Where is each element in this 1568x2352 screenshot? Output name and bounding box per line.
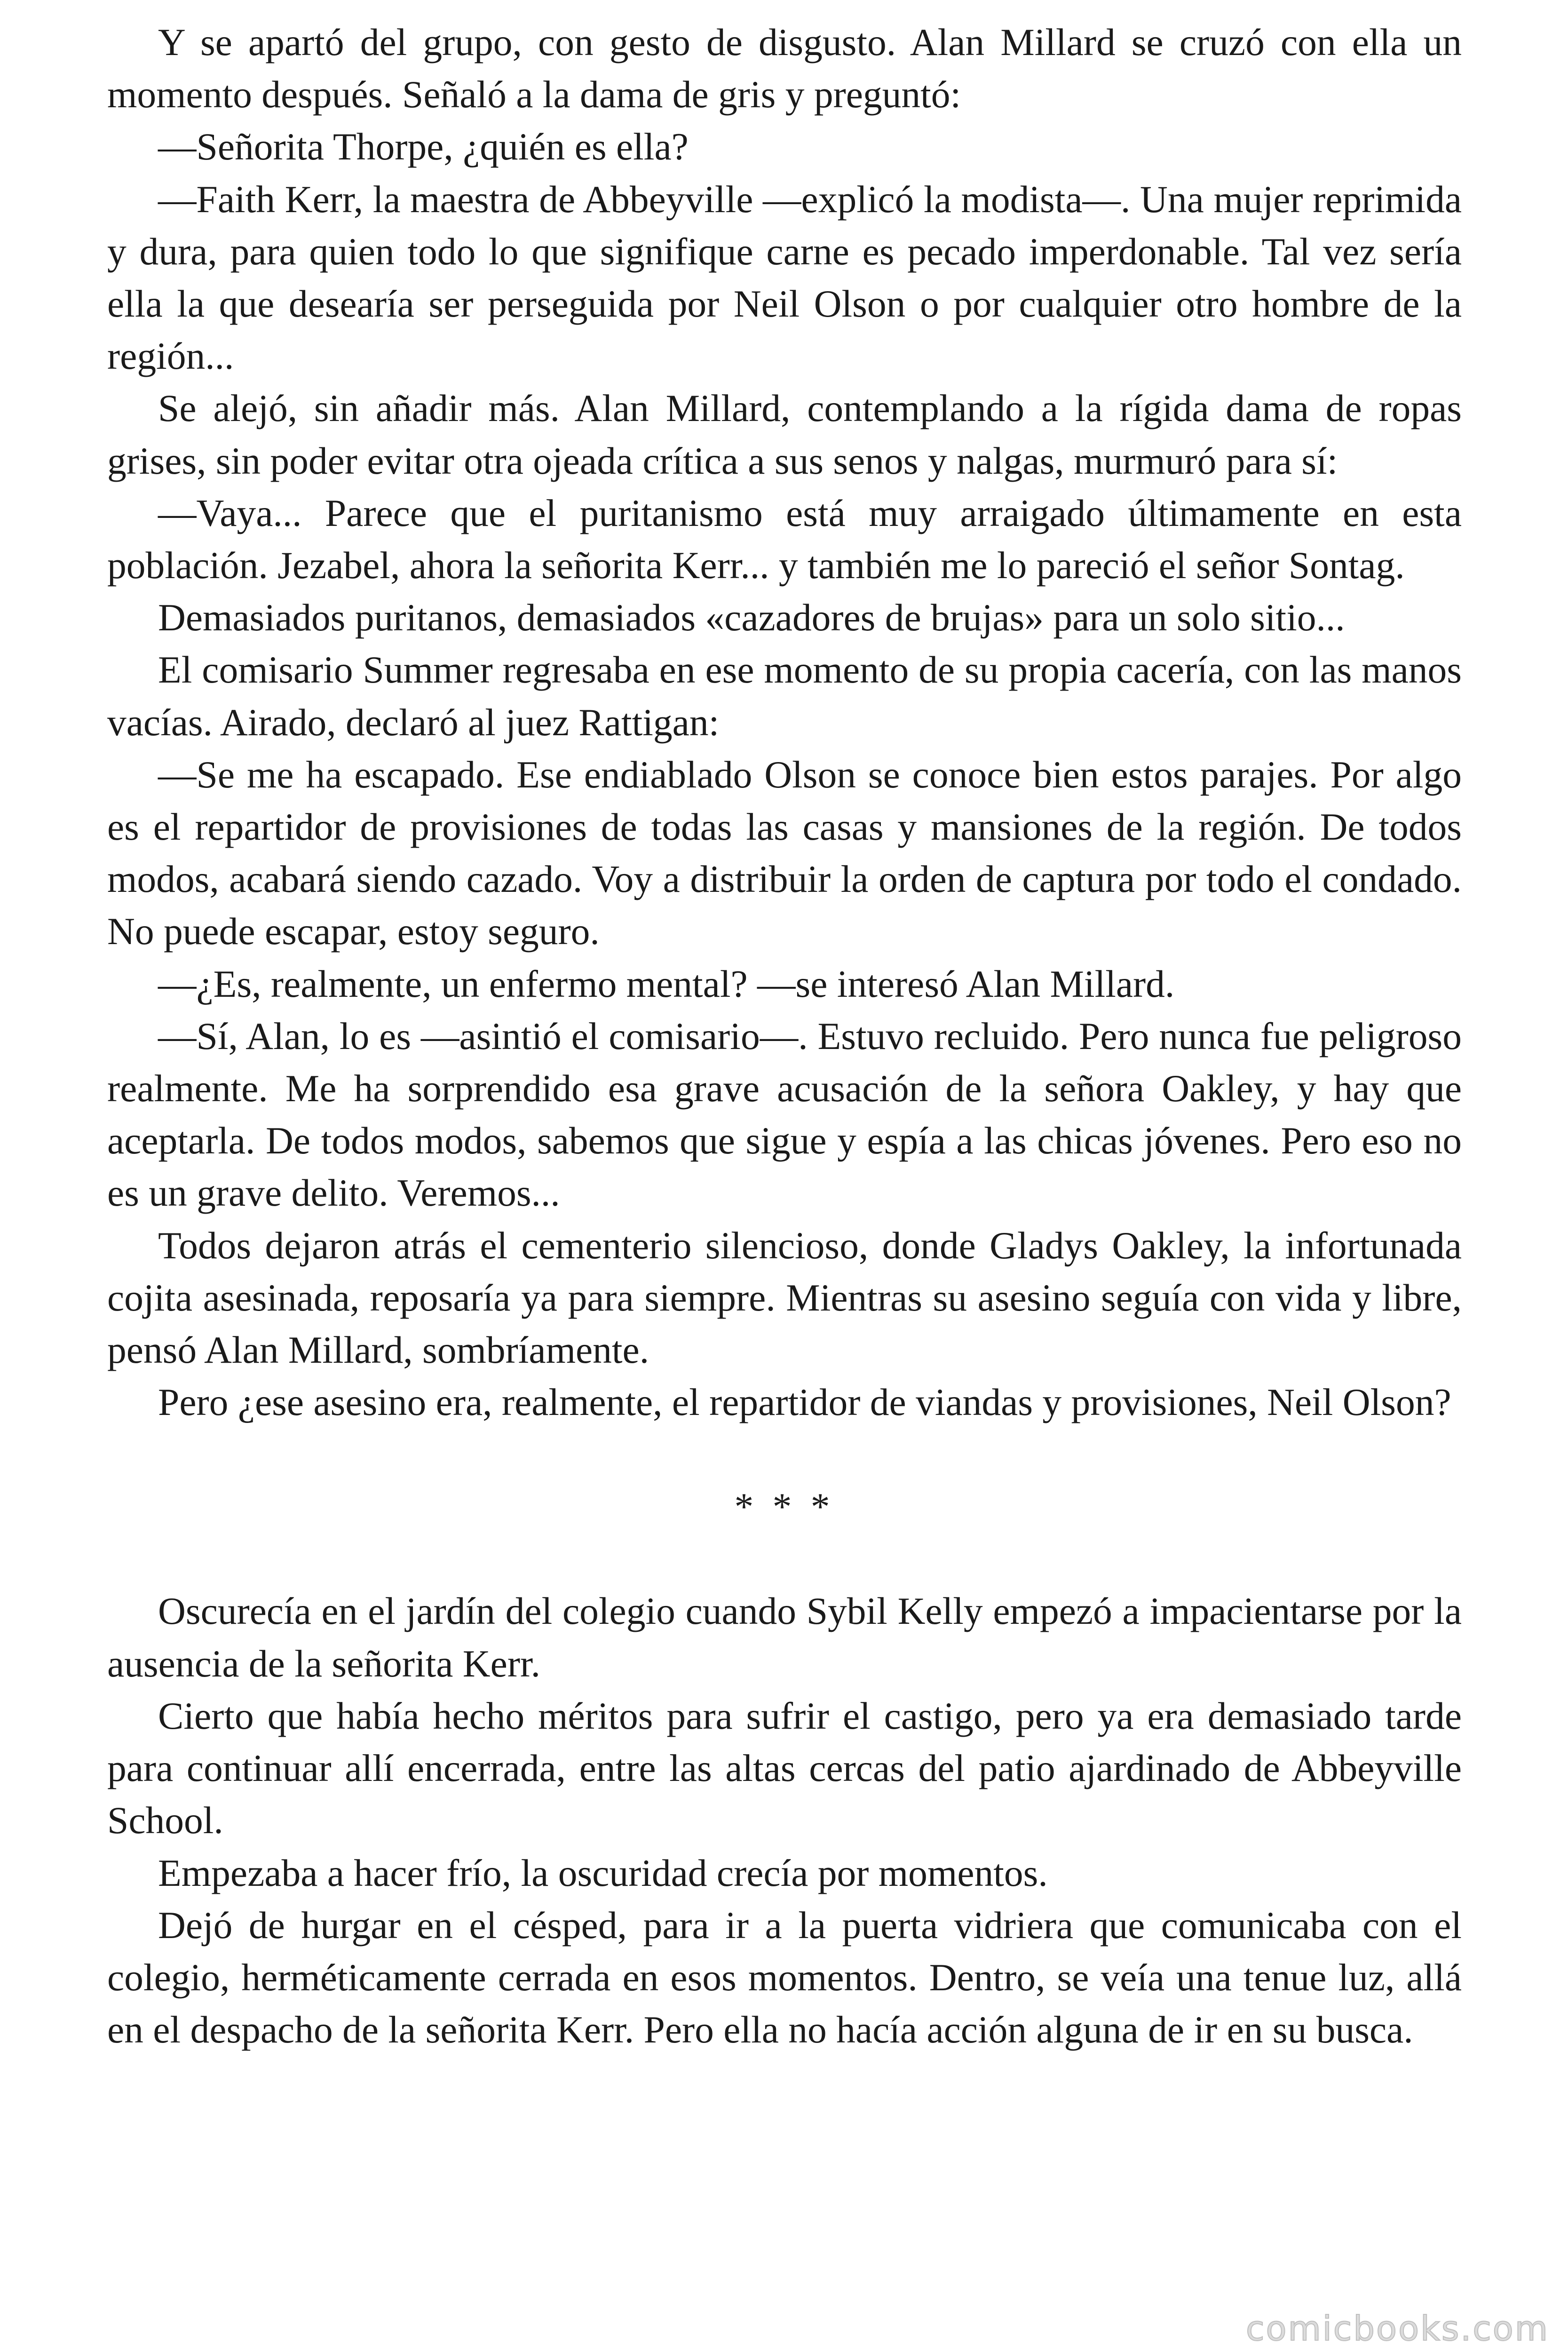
- paragraph: Todos dejaron atrás el cementerio silencioso, donde Gladys Oakley, la infortunada cojita asesinada, reposaría ya para siempre. Mientras su asesino seguía con vida y libre, pensó Alan Millard, sombríamente.: [107, 1224, 1462, 1372]
- paragraph: Oscurecía en el jardín del colegio cuando Sybil Kelly empezó a impacientarse por la ausencia de la señorita Kerr.: [107, 1589, 1462, 1685]
- paragraph: Demasiados puritanos, demasiados «cazadores de brujas» para un solo sitio...: [158, 596, 1345, 639]
- paragraph: —Vaya... Parece que el puritanismo está muy arraigado últimamente en esta población. Jezabel, ahora la señorita Kerr... y también me lo pareció el señor Sontag.: [107, 491, 1462, 587]
- paragraph: —Se me ha escapado. Ese endiablado Olson se conoce bien estos parajes. Por algo es el repartidor de provisiones de todas las casas y mansiones de la región. De todos modos, acabará siendo cazado. Voy a distribuir la orden de captura por todo el condado. No puede escapar, estoy seguro.: [107, 753, 1462, 953]
- section-break: * * *: [734, 1485, 835, 1528]
- paragraph: —¿Es, realmente, un enfermo mental? —se interesó Alan Millard.: [158, 962, 1175, 1005]
- paragraph: Pero ¿ese asesino era, realmente, el repartidor de viandas y provisiones, Neil Olson?: [158, 1381, 1451, 1424]
- paragraph: —Señorita Thorpe, ¿quién es ella?: [158, 125, 689, 168]
- paragraph: —Sí, Alan, lo es —asintió el comisario—. Estuvo recluido. Pero nunca fue peligroso realmente. Me ha sorprendido esa grave acusación de la señora Oakley, y hay que aceptarla. De todos modos, sabemos que sigue y espía a las chicas jóvenes. Pero eso no es un grave delito. Veremos...: [107, 1014, 1462, 1215]
- paragraph: El comisario Summer regresaba en ese momento de su propia cacería, con las manos vacías. Airado, declaró al juez Rattigan:: [107, 648, 1462, 744]
- page-text: [107, 16, 1462, 2056]
- paragraph: Cierto que había hecho méritos para sufrir el castigo, pero ya era demasiado tarde para continuar allí encerrada, entre las altas cercas del patio ajardinado de Abbeyville School.: [107, 1694, 1462, 1842]
- paragraph: Empezaba a hacer frío, la oscuridad crecía por momentos.: [158, 1851, 1048, 1894]
- paragraph: Dejó de hurgar en el césped, para ir a la puerta vidriera que comunicaba con el colegio, herméticamente cerrada en esos momentos. Dentro, se veía una tenue luz, allá en el despacho de la señorita Kerr. Pero ella no hacía acción alguna de ir en su busca.: [107, 1903, 1462, 2051]
- paragraph: —Faith Kerr, la maestra de Abbeyville —explicó la modista—. Una mujer reprimida y dura, para quien todo lo que signifique carne es pecado imperdonable. Tal vez sería ella la que desearía ser perseguida por Neil Olson o por cualquier otro hombre de la región...: [107, 177, 1462, 378]
- watermark: comicbooks.com: [1245, 2309, 1549, 2348]
- paragraph: Se alejó, sin añadir más. Alan Millard, contemplando a la rígida dama de ropas grises, sin poder evitar otra ojeada crítica a sus senos y nalgas, murmuró para sí:: [107, 387, 1462, 482]
- paragraph: Y se apartó del grupo, con gesto de disgusto. Alan Millard se cruzó con ella un momento después. Señaló a la dama de gris y preguntó:: [107, 21, 1462, 116]
